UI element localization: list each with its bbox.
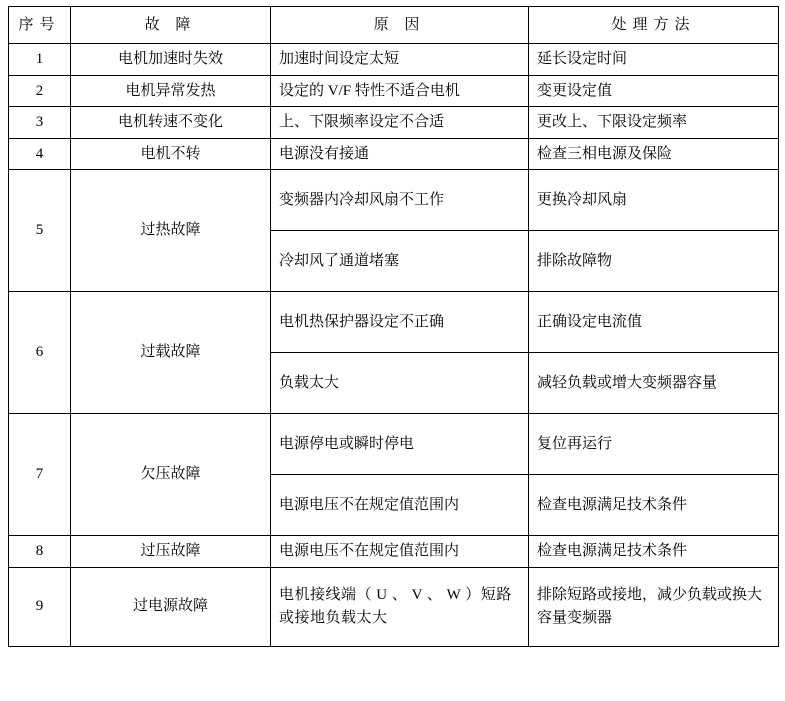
table-row — [9, 414, 779, 475]
table-header — [9, 7, 779, 44]
cell-no: 9 — [9, 567, 71, 646]
cell-fix: 复位再运行 — [529, 414, 779, 475]
table-row — [9, 536, 779, 568]
cell-no: 5 — [9, 170, 71, 292]
cell-fault: 电机加速时失效 — [71, 44, 271, 76]
cell-no: 4 — [9, 138, 71, 170]
cell-cause: 冷却风了通道堵塞 — [271, 231, 529, 292]
cell-fix: 排除短路或接地，减少负载或换大容量变频器 — [529, 567, 779, 646]
table-body — [9, 44, 779, 647]
cell-fault: 电机不转 — [71, 138, 271, 170]
cell-no: 7 — [9, 414, 71, 536]
cell-fix: 变更设定值 — [529, 75, 779, 107]
table-row — [9, 138, 779, 170]
table-row — [9, 75, 779, 107]
column-header-fault — [71, 7, 271, 44]
cell-fix: 延长设定时间 — [529, 44, 779, 76]
cell-fix: 减轻负载或增大变频器容量 — [529, 353, 779, 414]
table-row — [9, 292, 779, 353]
cell-fix: 更换冷却风扇 — [529, 170, 779, 231]
table-row — [9, 170, 779, 231]
cell-fault: 欠压故障 — [71, 414, 271, 536]
table-row — [9, 44, 779, 76]
cell-no: 6 — [9, 292, 71, 414]
cell-fix: 排除故障物 — [529, 231, 779, 292]
cell-fault: 过压故障 — [71, 536, 271, 568]
cell-fix: 检查电源满足技术条件 — [529, 536, 779, 568]
cell-cause: 电源停电或瞬时停电 — [271, 414, 529, 475]
fault-troubleshooting-table — [8, 6, 779, 647]
cell-no: 2 — [9, 75, 71, 107]
cell-fault: 过电源故障 — [71, 567, 271, 646]
column-header-no — [9, 7, 71, 44]
cell-cause: 电源电压不在规定值范围内 — [271, 475, 529, 536]
cell-fix: 检查电源满足技术条件 — [529, 475, 779, 536]
table-row — [9, 107, 779, 139]
table-header-row — [9, 7, 779, 44]
cell-no: 1 — [9, 44, 71, 76]
cell-cause: 电机接线端（ U 、 V 、 W ）短路或接地负载太大 — [271, 567, 529, 646]
cell-fault: 电机异常发热 — [71, 75, 271, 107]
cell-no: 3 — [9, 107, 71, 139]
column-header-fault-label: 故 障 — [144, 16, 197, 33]
cell-cause: 变频器内冷却风扇不工作 — [271, 170, 529, 231]
cell-fault: 过载故障 — [71, 292, 271, 414]
cell-cause: 电机热保护器设定不正确 — [271, 292, 529, 353]
cell-cause: 加速时间设定太短 — [271, 44, 529, 76]
column-header-fix — [529, 7, 779, 44]
cell-fix: 检查三相电源及保险 — [529, 138, 779, 170]
cell-fault: 电机转速不变化 — [71, 107, 271, 139]
cell-cause: 负载太大 — [271, 353, 529, 414]
column-header-cause — [271, 7, 529, 44]
table-row — [9, 567, 779, 646]
column-header-no-label: 序号 — [18, 16, 61, 33]
cell-cause: 电源电压不在规定值范围内 — [271, 536, 529, 568]
cell-fault: 过热故障 — [71, 170, 271, 292]
column-header-cause-label: 原 因 — [373, 16, 426, 33]
cell-cause: 电源没有接通 — [271, 138, 529, 170]
cell-cause: 设定的 V/F 特性不适合电机 — [271, 75, 529, 107]
cell-fix: 更改上、下限设定频率 — [529, 107, 779, 139]
cell-fix: 正确设定电流值 — [529, 292, 779, 353]
column-header-fix-label: 处理方法 — [611, 16, 696, 33]
cell-cause: 上、下限频率设定不合适 — [271, 107, 529, 139]
cell-no: 8 — [9, 536, 71, 568]
